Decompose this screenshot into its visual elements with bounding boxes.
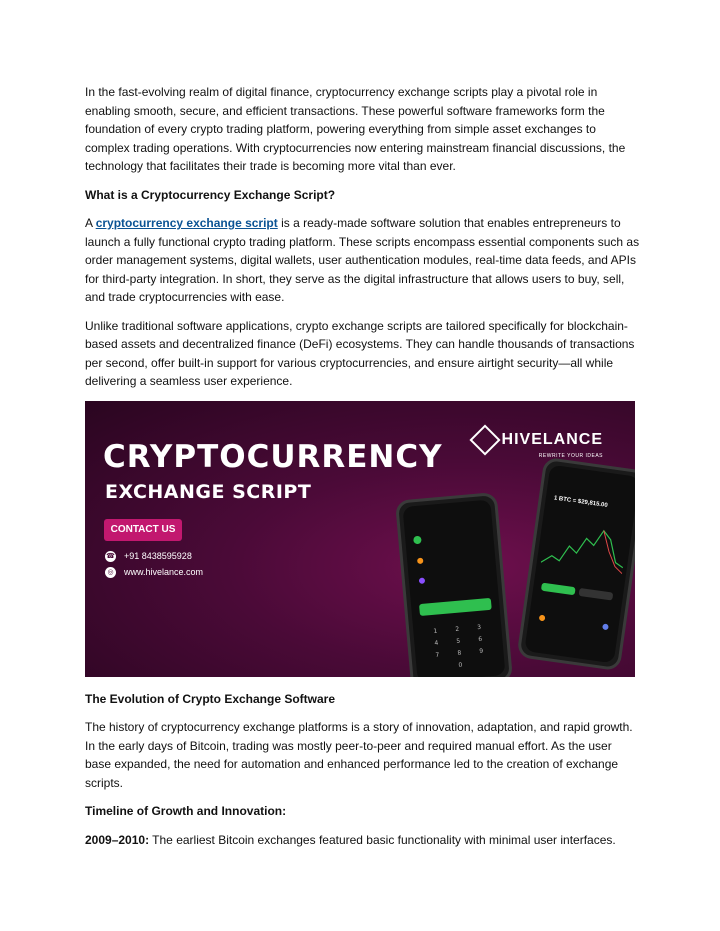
buy-button xyxy=(541,582,576,595)
timeline-item xyxy=(85,831,640,850)
phone-icon: ☎ xyxy=(106,552,115,560)
svg-text:0: 0 xyxy=(458,661,463,669)
hivelance-logo xyxy=(474,429,603,459)
section-heading-evolution: The Evolution of Crypto Exchange Software xyxy=(85,691,336,706)
btc-coin-icon-2 xyxy=(417,557,424,564)
exchange-button xyxy=(419,597,492,615)
globe-icon: ◎ xyxy=(105,567,116,578)
contact-us-button[interactable]: CONTACT US xyxy=(104,519,182,541)
svg-text:6: 6 xyxy=(478,635,483,643)
btc-coin-icon xyxy=(539,614,546,621)
website-row xyxy=(105,567,203,578)
exchange-script-link[interactable]: cryptocurrency exchange script xyxy=(95,216,278,230)
phone-row xyxy=(105,551,192,562)
svg-text:7: 7 xyxy=(435,651,440,659)
svg-text:1: 1 xyxy=(433,627,438,635)
timeline-year: 2009–2010: xyxy=(85,832,150,847)
history-paragraph: The history of cryptocurrency exchange platforms is a story of innovation, adaptation, and rapid growth. In the early days of Bitcoin, trading was mostly peer-to-peer and required manual effort. As the user base expanded, the need for automation and enhanced performance led to the creation of exchange scripts. xyxy=(85,720,633,790)
svg-text:8: 8 xyxy=(457,649,462,657)
sell-button xyxy=(579,587,614,600)
phone-mockup-chart xyxy=(516,456,635,671)
altcoin-icon xyxy=(419,577,426,584)
price-chart-icon xyxy=(539,512,629,583)
svg-text:5: 5 xyxy=(456,637,461,645)
unlike-paragraph: Unlike traditional software applications, crypto exchange scripts are tailored specifically for blockchain-based assets and decentralized finance (DeFi) ecosystems. They can handle thousands of transactions per second, offer built-in support for various cryptocurrencies, and ensure airtight security—all while delivering a seamless user experience. xyxy=(85,318,635,388)
section-heading-timeline: Timeline of Growth and Innovation: xyxy=(85,804,287,818)
btc-price-label: 1 BTC = $29,815.00 xyxy=(553,494,608,509)
document-body xyxy=(85,83,640,859)
logo-name: HIVELANCE xyxy=(501,430,603,448)
definition-paragraph xyxy=(85,214,640,307)
svg-text:3: 3 xyxy=(476,623,482,631)
keypad-icon xyxy=(431,620,489,671)
phone-mockup-exchange xyxy=(395,491,513,676)
eth-coin-icon xyxy=(602,623,609,630)
section-heading-what-is: What is a Cryptocurrency Exchange Script? xyxy=(85,187,336,202)
promo-banner xyxy=(85,401,635,677)
phone-number: +91 8438595928 xyxy=(124,551,192,561)
logo-tagline: REWRITE YOUR IDEAS xyxy=(538,452,603,459)
svg-text:4: 4 xyxy=(434,639,439,647)
banner-title: CRYPTOCURRENCY xyxy=(103,438,443,475)
exchange-app-icon xyxy=(413,535,422,544)
intro-paragraph: In the fast-evolving realm of digital finance, cryptocurrency exchange scripts play a pivotal role in enabling smooth, secure, and efficient transactions. These powerful software frameworks form the foundation of every crypto trading platform, powering everything from simple asset exchanges to complex trading operations. With cryptocurrencies now entering mainstream financial discussions, the technology that facilitates their trade is becoming more vital than ever. xyxy=(85,85,626,173)
svg-text:9: 9 xyxy=(479,647,484,655)
logo-hex-icon xyxy=(469,424,500,455)
svg-text:2: 2 xyxy=(455,625,460,633)
definition-prefix: A xyxy=(85,216,96,230)
website-url: www.hivelance.com xyxy=(124,567,204,577)
definition-rest: is a ready-made software solution that enables entrepreneurs to launch a fully functional crypto trading platform. These scripts encompass essential components such as order management systems, digital wallets, user authentication modules, real-time data feeds, and APIs for third-party integration. In short, they serve as the digital infrastructure that allows users to buy, sell, and trade cryptocurrencies with ease. xyxy=(85,216,640,304)
banner-subtitle: EXCHANGE SCRIPT xyxy=(105,480,312,503)
timeline-text: The earliest Bitcoin exchanges featured basic functionality with minimal user interfaces. xyxy=(149,832,616,847)
